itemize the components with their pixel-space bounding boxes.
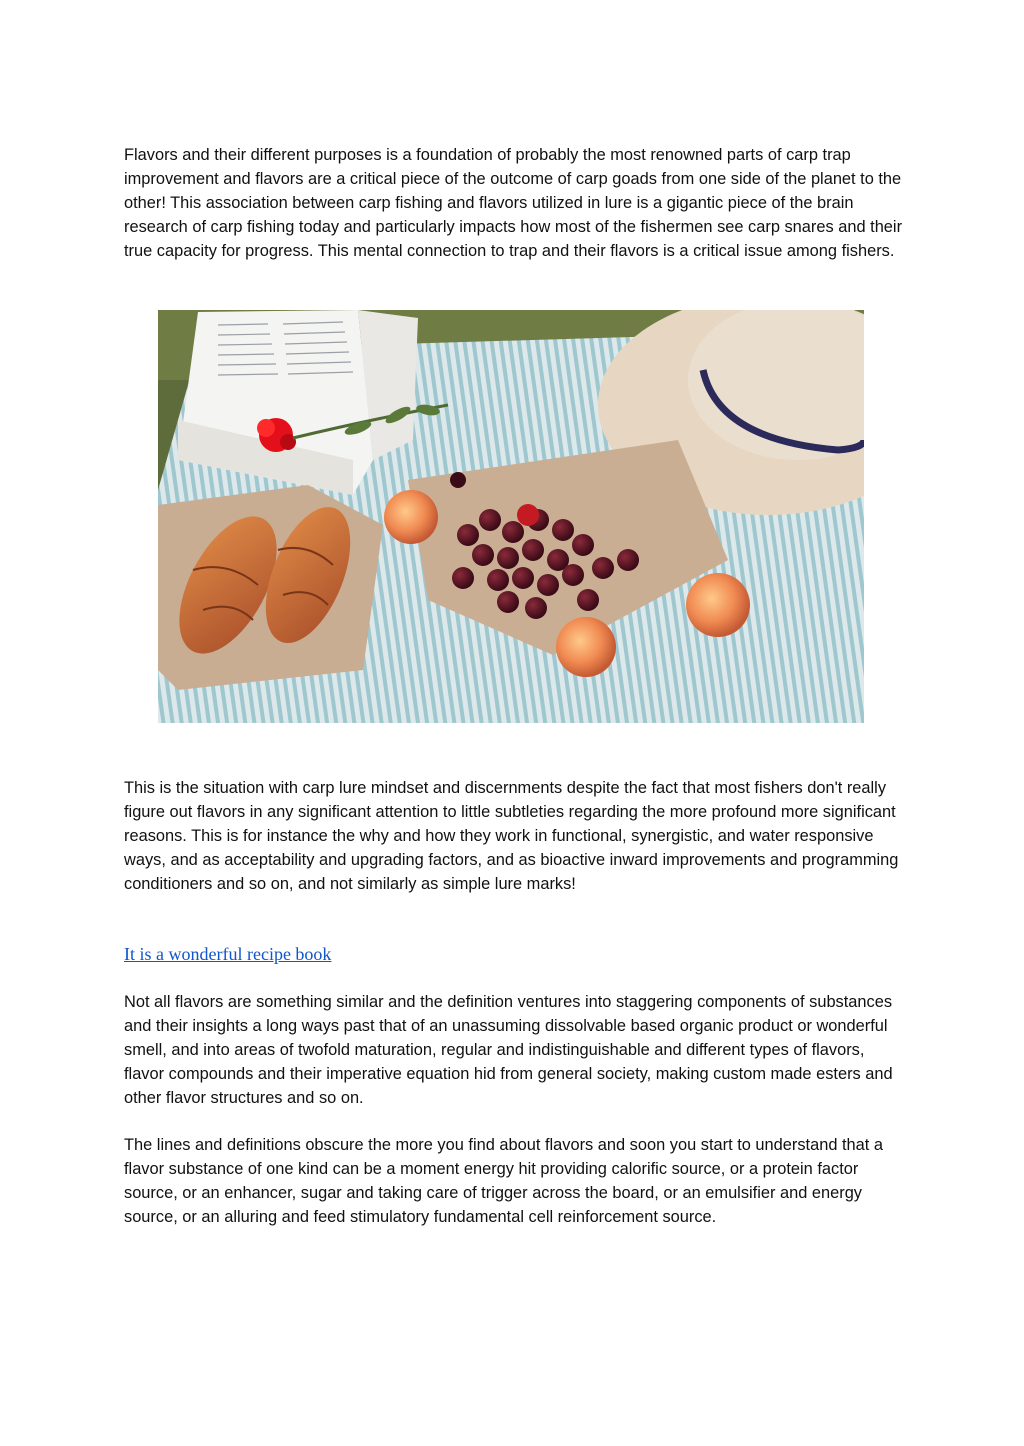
paragraph-flavor-substance: The lines and definitions obscure the more you find about flavors and soon you start to understand that a flavor substance of one kind can be a moment energy hit providing calorific source, or a protein factor source, or an enhancer, sugar and taking care of trigger across the board, or an emulsifier and energy source, or an alluring and feed stimulatory fundamental cell reinforcement source.: [124, 1136, 883, 1226]
paragraph-mindset: This is the situation with carp lure mindset and discernments despite the fact that most fishers don't really figure out flavors in any significant attention to little subtleties regarding the more profound more significant reasons. This is for instance the why and how they work in functional, synergistic, and water responsive ways, and as acceptability and upgrading factors, and as bioactive inward improvements and programming conditioners and so on, and not similarly as simple lure marks!: [124, 779, 899, 893]
recipe-book-link[interactable]: It is a wonderful recipe book: [124, 944, 332, 964]
picnic-photo: [158, 310, 864, 723]
paragraph-flavor-definition: Not all flavors are something similar and the definition ventures into staggering components of substances and their insights a long ways past that of an unassuming dissolvable based organic product or wonderful smell, and into areas of twofold maturation, regular and indistinguishable and different types of flavors, flavor compounds and their imperative equation hid from general society, making custom made esters and other flavor structures and so on.: [124, 993, 893, 1107]
paragraph-intro: Flavors and their different purposes is a foundation of probably the most renowned parts of carp trap improvement and flavors are a critical piece of the outcome of carp goads from one side of the planet to the other! This association between carp fishing and flavors utilized in lure is a gigantic piece of the brain research of carp fishing today and particularly impacts how most of the fishermen see carp snares and their true capacity for progress. This mental connection to trap and their flavors is a critical issue among fishers.: [124, 146, 903, 260]
